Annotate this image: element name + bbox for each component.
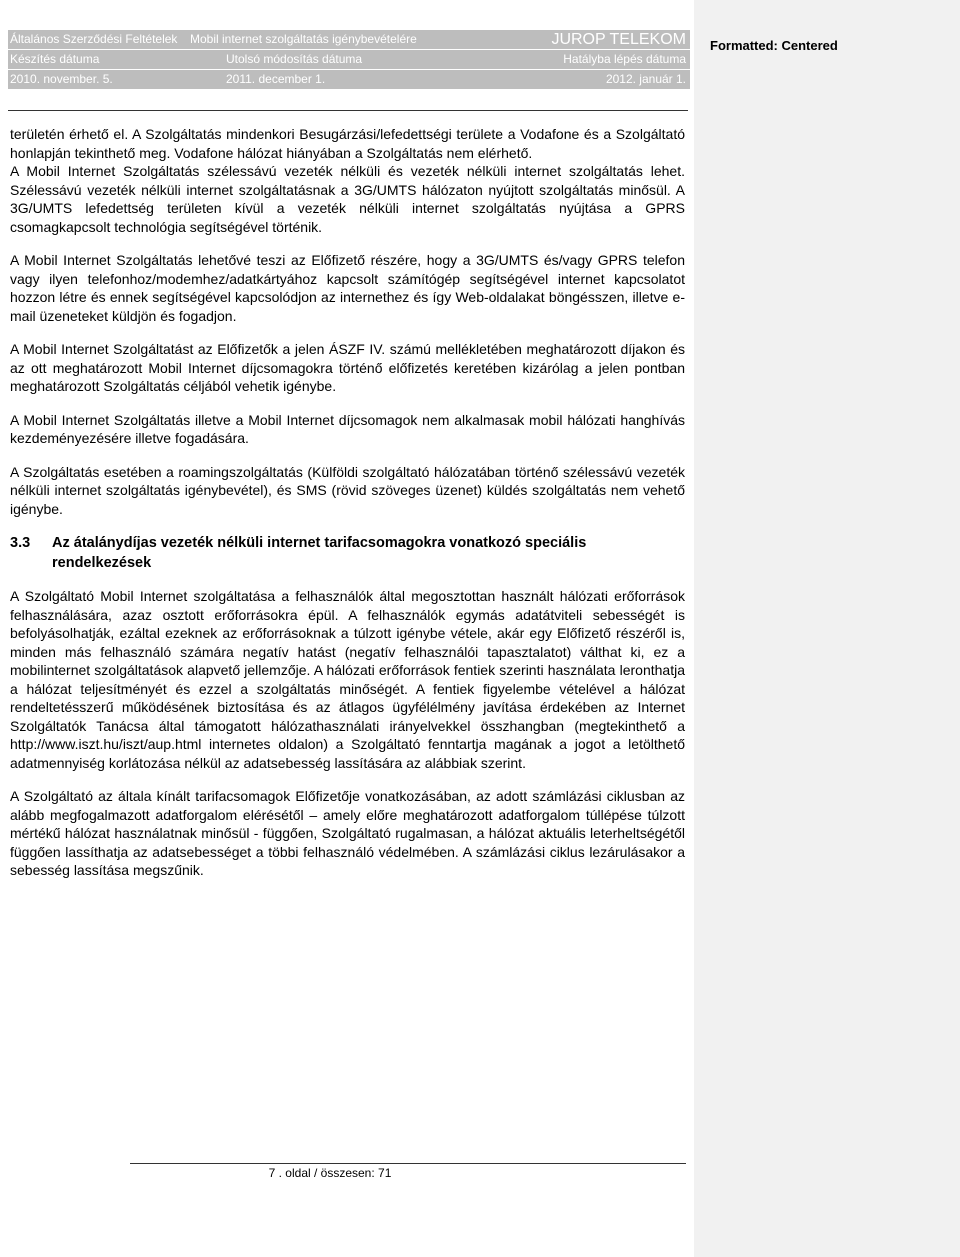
header-company: JUROP TELEKOM xyxy=(551,31,686,48)
document-body xyxy=(10,125,685,895)
header-row-labels xyxy=(8,50,690,69)
section-title: Az átalánydíjas vezeték nélküli internet tarifacsomagokra vonatkozó speciális rendelkezések xyxy=(52,535,587,571)
paragraph: A Mobil Internet Szolgáltatást az Előfizetők a jelen ÁSZF IV. számú mellékletében meghatározott díjakon és az ott meghatározott Mobil Internet díjcsomagokra történő előfizetés keretében kizárólag a jelen pontban meghatározott Szolgáltatás céljából vehetik igénybe. xyxy=(10,341,685,394)
header-modified-label: Utolsó módosítás dátuma xyxy=(226,52,363,66)
header-row-dates xyxy=(8,70,690,89)
comment-margin-panel xyxy=(694,0,960,1257)
header-created-label: Készítés dátuma xyxy=(10,52,100,66)
paragraph: A Mobil Internet Szolgáltatás lehetővé teszi az Előfizető részére, hogy a 3G/UMTS és/vagy GPRS telefon vagy ilyen telefonhoz/modemhez/adatkártyához kapcsolt számítógép segítségével internet kapcsolatot hozzon létre és ennek segítségével kapcsolódjon az internethez és így Web-oldalakat böngésszen, illetve e-mail üzeneteket küldjön és fogadjon. xyxy=(10,252,685,324)
header-row-title xyxy=(8,30,690,49)
header-divider xyxy=(8,110,688,111)
footer-divider xyxy=(130,1163,686,1164)
page-number: 7 . oldal / összesen: 71 xyxy=(268,1166,392,1180)
header-effective-label: Hatályba lépés dátuma xyxy=(563,52,686,66)
paragraph: A Mobil Internet Szolgáltatás illetve a Mobil Internet díjcsomagok nem alkalmasak mobil hálózati hanghívás kezdeményezésére illetve fogadására. xyxy=(10,411,685,446)
paragraph: A Szolgáltatás esetében a roamingszolgáltatás (Külföldi szolgáltató hálózatában történő szélessávú vezeték nélküli internet szolgáltatás igénybevétel), és SMS (rövid szöveges üzenet) küldés szolgáltatás nem vehető igénybe. xyxy=(10,463,685,517)
paragraph: A Mobil Internet Szolgáltatás szélessávú vezeték nélküli és vezeték nélküli internet szolgáltatás lehet. Szélessávú vezeték nélküli internet szolgáltatásnak a 3G/UMTS hálózaton nyújtott szolgáltatás minősül. A 3G/UMTS lefedettség területen kívül a vezeték nélküli internet szolgáltatás nyújtása a GPRS csomagkapcsolt technológia segítségével történik. xyxy=(10,163,685,235)
paragraph: területén érhető el. A Szolgáltatás mindenkori Besugárzási/lefedettségi területe a Vodafone és a Szolgáltató honlapján tekinthető meg. Vodafone hálózat hiányában a Szolgáltatás nem elérhető. xyxy=(10,126,685,161)
section-number: 3.3 xyxy=(10,535,31,551)
header-doc-subject: Mobil internet szolgáltatás igénybevételére xyxy=(190,32,417,46)
document-header xyxy=(8,30,690,90)
header-modified-date: 2011. december 1. xyxy=(226,72,326,86)
header-created-date: 2010. november. 5. xyxy=(10,72,113,86)
header-doc-title: Általános Szerződési Feltételek xyxy=(10,32,178,46)
formatting-annotation: Formatted: Centered xyxy=(710,38,838,53)
section-heading xyxy=(10,533,685,573)
header-effective-date: 2012. január 1. xyxy=(605,72,686,86)
paragraph: A Szolgáltató az általa kínált tarifacsomagok Előfizetője vonatkozásában, az adott számlázási ciklusban az alább megfogalmazott adatforgalom elérésétől – amely előre meghatározott adatforgalom túllépése túlzott mértékű hálózat használatnak minősül - függően, Szolgáltató rugalmasan, a hálózat aktuális leterheltségétől függően lassíthatja az adatsebességet a többi felhasználó védelmében. A számlázási ciklus lezárulásakor a sebesség lassítása megszűnik. xyxy=(10,788,685,878)
paragraph: A Szolgáltató Mobil Internet szolgáltatása a felhasználók által megosztottan használt hálózati erőforrások felhasználására, azaz osztott erőforrásokra épül. A felhasználók egymás adatátviteli sebességét is befolyásolhatják, ezáltal ezeknek az erőforrásoknak a túlzott igénybe vétele, akár egy Előfizető részéről is, minden más felhasználó számára negatív hatást (negatív felhasználói tapasztalatot) válthat ki, ez a mobilinternet szolgáltatások alapvető jellemzője. A hálózati erőforrások fentiek szerinti használata leronthatja a hálózat teljesítményét és ezzel a szolgáltatás minőségét. A fentiek figyelembe vételével a hálózat rendeltetésszerű működésének biztosítása és az átlagos ügyfélélmény javítása érdekében az Internet Szolgáltatók Tanácsa által támogatott hálózathasználati irányelvekkel összhangban (megtekinthető a http://www.iszt.hu/iszt/aup.html internetes oldalon) a Szolgáltató fenntartja magának a jogot a letölthető adatmennyiség korlátozása nélkül az adatsebesség lassítására az alábbiak szerint. xyxy=(10,588,685,771)
